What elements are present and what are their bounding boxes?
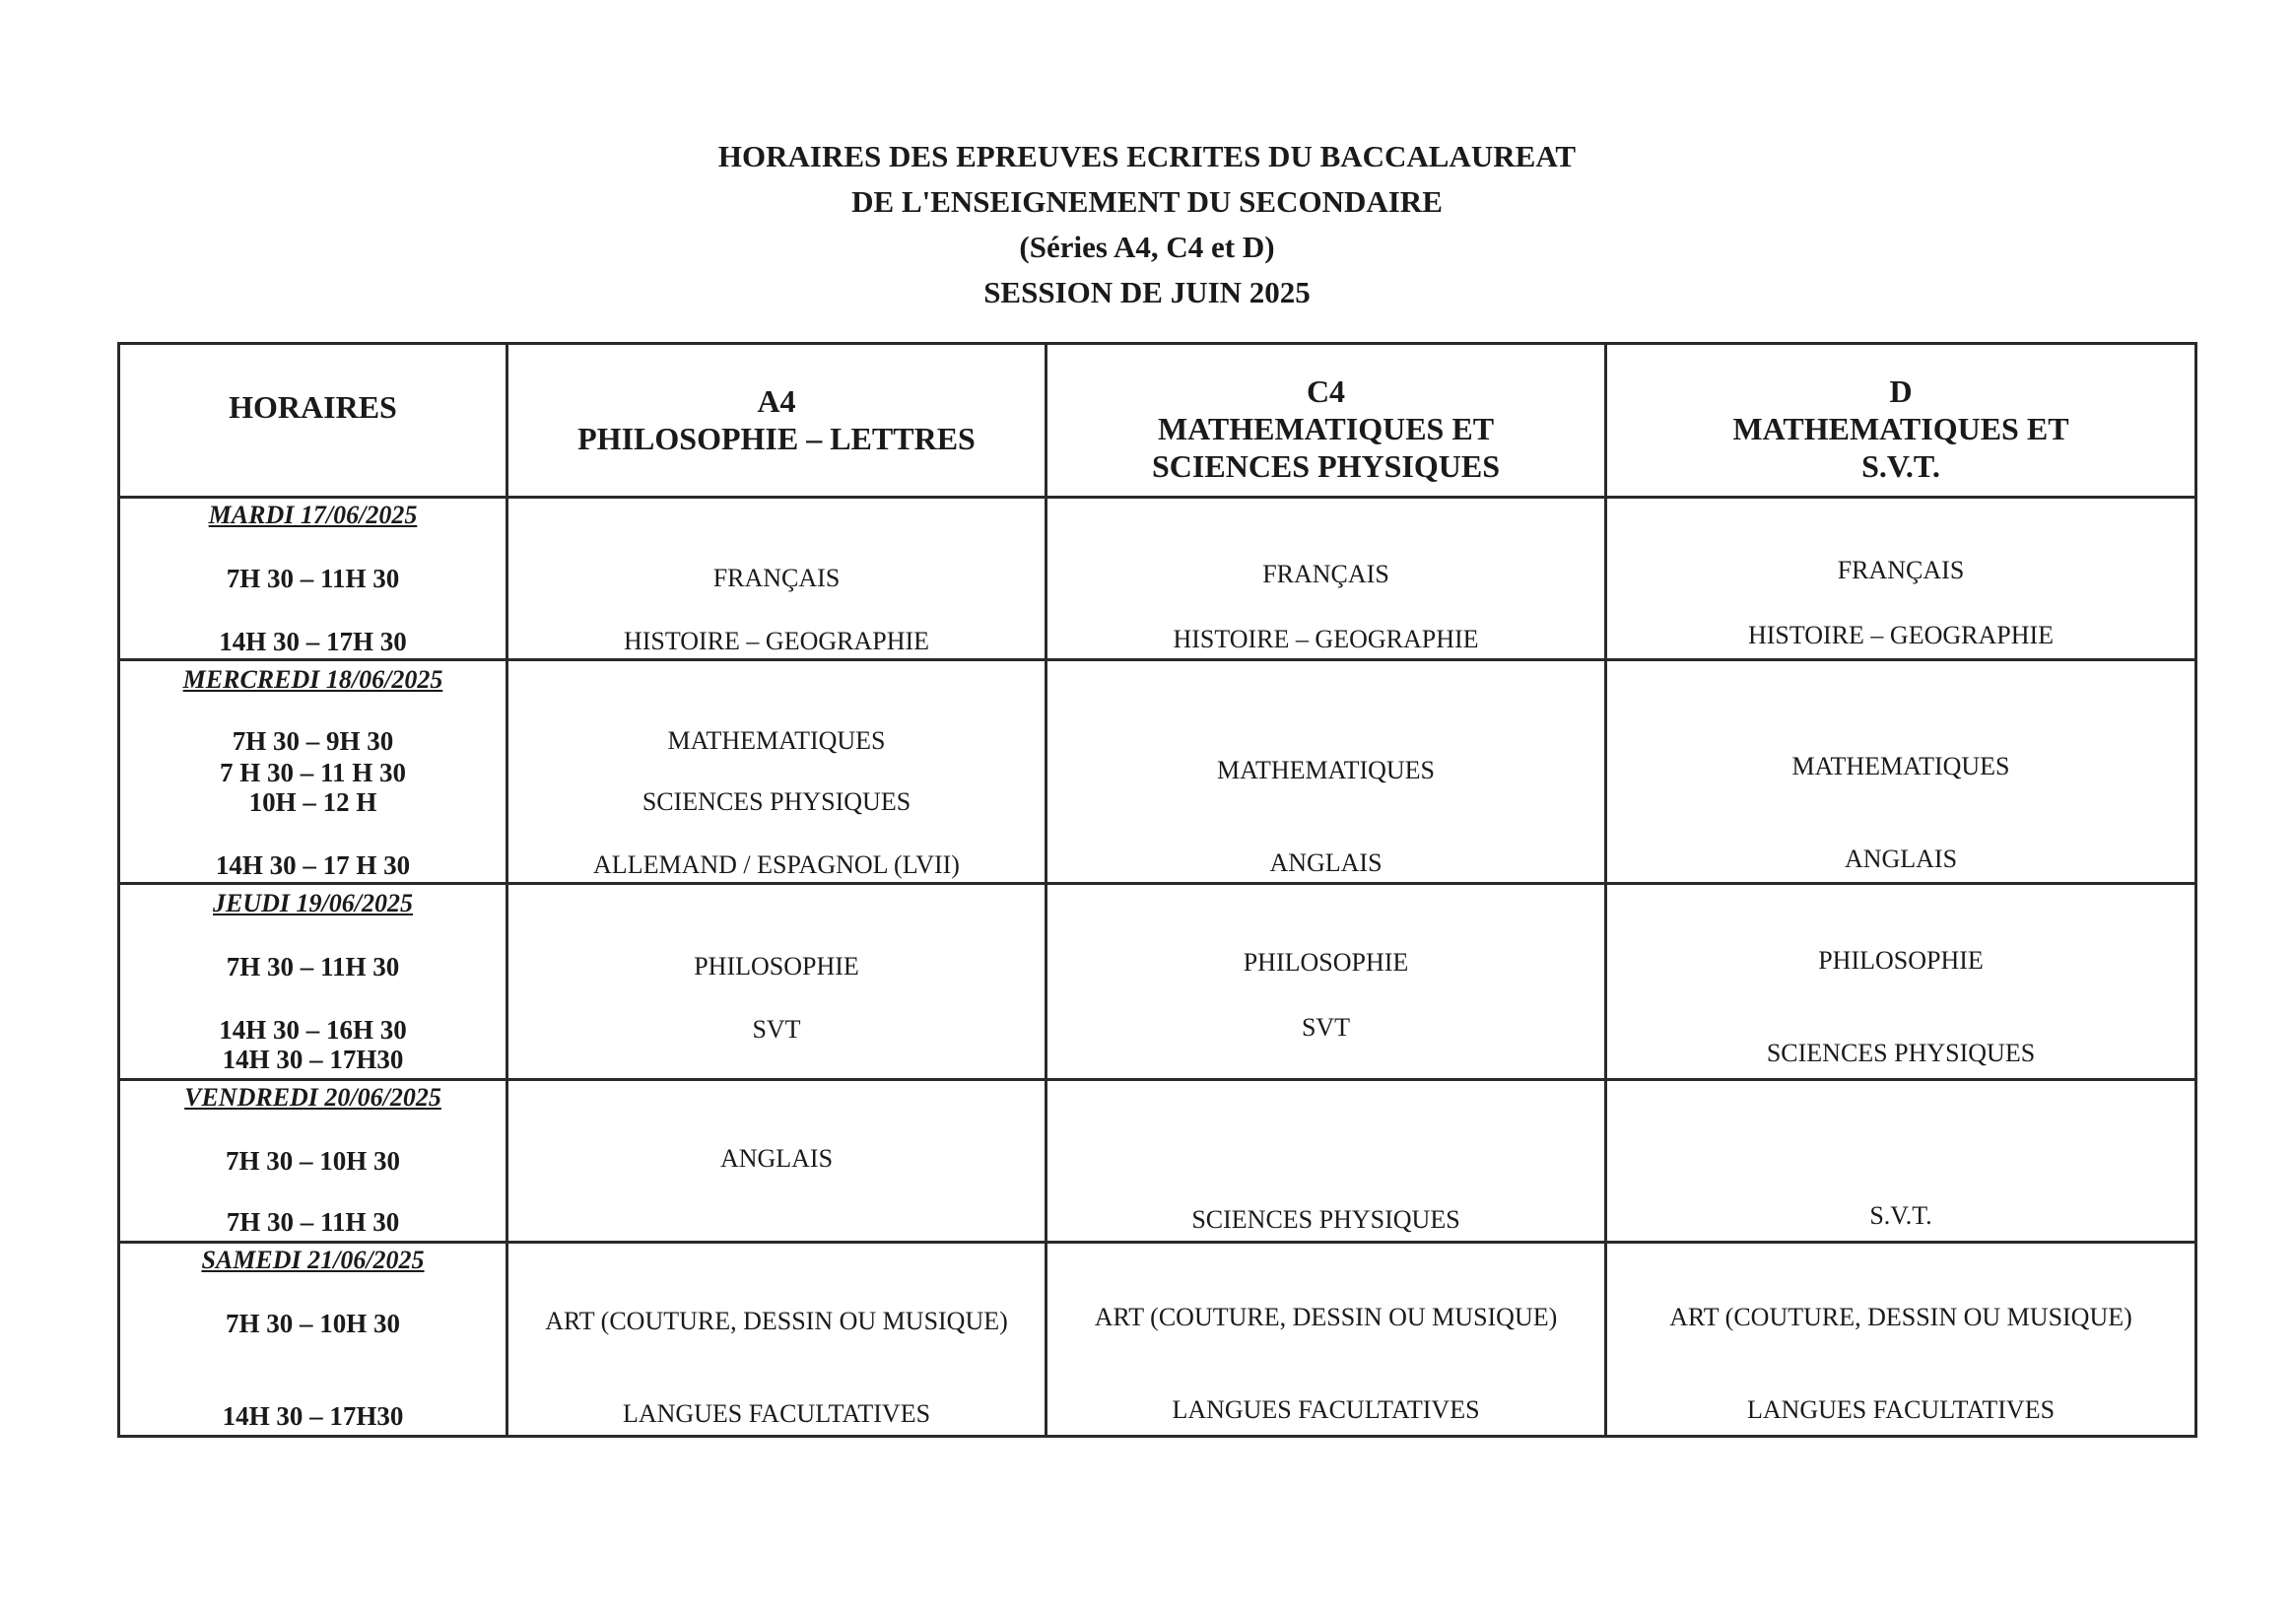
title-line-1: HORAIRES DES EPREUVES ECRITES DU BACCALAUREAT (717, 139, 1577, 173)
subject: SCIENCES PHYSIQUES (641, 787, 911, 816)
c4-cell (1046, 884, 1606, 1080)
d-code: D (1889, 373, 1913, 409)
subject: ALLEMAND / ESPAGNOL (LVII) (593, 850, 960, 879)
time-cell (119, 1243, 507, 1437)
c4-code: C4 (1306, 373, 1346, 409)
time-slot: 14H 30 – 17H30 (222, 1401, 404, 1431)
subject: PHILOSOPHIE (694, 952, 859, 981)
table-row (119, 1243, 2196, 1437)
c4-cell (1046, 660, 1606, 884)
header-a4 (507, 344, 1046, 498)
table-row (119, 884, 2196, 1080)
a4-cell (507, 884, 1046, 1080)
d-cell (1606, 884, 2196, 1080)
title-line-2: DE L'ENSEIGNEMENT DU SECONDAIRE (851, 184, 1443, 219)
a4-cell (507, 660, 1046, 884)
time-cell (119, 660, 507, 884)
time-cell (119, 884, 507, 1080)
c4-cell (1046, 1080, 1606, 1243)
day-label: MERCREDI 18/06/2025 (182, 665, 443, 694)
a4-name: PHILOSOPHIE – LETTRES (577, 421, 976, 456)
subject: HISTOIRE – GEOGRAPHIE (623, 627, 930, 655)
header-horaires: HORAIRES (119, 344, 507, 498)
subject: SVT (752, 1015, 801, 1044)
d-cell (1606, 498, 2196, 660)
d-name-line-1: MATHEMATIQUES ET (1732, 411, 2069, 446)
subject: ART (COUTURE, DESSIN OU MUSIQUE) (1669, 1303, 2132, 1331)
time-slot: 14H 30 – 17 H 30 (215, 850, 411, 880)
time-cell (119, 1080, 507, 1243)
subject: ART (COUTURE, DESSIN OU MUSIQUE) (545, 1307, 1008, 1335)
subject: SCIENCES PHYSIQUES (1191, 1205, 1460, 1234)
subject: HISTOIRE – GEOGRAPHIE (1747, 621, 2055, 649)
time-slot: 10H – 12 H (248, 787, 377, 817)
document-header (0, 134, 2294, 315)
day-label: VENDREDI 20/06/2025 (184, 1083, 441, 1112)
subject: PHILOSOPHIE (1243, 948, 1409, 977)
header-c4 (1046, 344, 1606, 498)
time-slot: 7H 30 – 11H 30 (226, 952, 400, 981)
subject: ANGLAIS (1844, 845, 1958, 873)
time-slot: 14H 30 – 17H30 (222, 1045, 404, 1074)
d-cell (1606, 1080, 2196, 1243)
day-label: JEUDI 19/06/2025 (213, 889, 413, 917)
subject: LANGUES FACULTATIVES (1172, 1395, 1480, 1424)
time-slot: 7H 30 – 11H 30 (226, 1207, 400, 1237)
table-header-row (119, 344, 2196, 498)
subject: HISTOIRE – GEOGRAPHIE (1173, 625, 1479, 653)
d-name-line-2: S.V.T. (1861, 448, 1940, 484)
c4-name-line-1: MATHEMATIQUES ET (1157, 411, 1495, 446)
table-row (119, 498, 2196, 660)
day-label: SAMEDI 21/06/2025 (201, 1246, 425, 1274)
time-slot: 7H 30 – 11H 30 (226, 564, 400, 593)
a4-code: A4 (757, 383, 796, 419)
time-slot: 7H 30 – 10H 30 (225, 1146, 400, 1176)
a4-cell (507, 498, 1046, 660)
time-slot: 7H 30 – 9H 30 (232, 726, 394, 756)
time-slot: 7H 30 – 10H 30 (225, 1309, 400, 1338)
day-label: MARDI 17/06/2025 (208, 501, 418, 529)
time-slot: 14H 30 – 17H 30 (219, 627, 407, 656)
time-slot: 14H 30 – 16H 30 (219, 1015, 407, 1045)
a4-cell (507, 1243, 1046, 1437)
c4-cell (1046, 498, 1606, 660)
subject: MATHEMATIQUES (1217, 756, 1435, 784)
subject: MATHEMATIQUES (667, 726, 886, 755)
header-d (1606, 344, 2196, 498)
title-line-3: (Séries A4, C4 et D) (1019, 230, 1275, 264)
subject: MATHEMATIQUES (1791, 752, 2010, 780)
title-line-4: SESSION DE JUIN 2025 (983, 275, 1311, 309)
subject: LANGUES FACULTATIVES (1746, 1395, 2056, 1424)
subject: ANGLAIS (719, 1144, 834, 1173)
subject: ANGLAIS (1269, 848, 1383, 877)
subject: SVT (1301, 1013, 1351, 1042)
subject: FRANÇAIS (1262, 560, 1389, 588)
table-row (119, 1080, 2196, 1243)
table-row (119, 660, 2196, 884)
subject: FRANÇAIS (1837, 556, 1965, 584)
subject: SCIENCES PHYSIQUES (1766, 1039, 2036, 1067)
d-cell (1606, 660, 2196, 884)
subject: S.V.T. (1869, 1201, 1932, 1230)
time-slot: 7 H 30 – 11 H 30 (219, 758, 406, 787)
subject: PHILOSOPHIE (1818, 946, 1984, 975)
c4-name-line-2: SCIENCES PHYSIQUES (1152, 448, 1500, 484)
c4-cell (1046, 1243, 1606, 1437)
d-cell (1606, 1243, 2196, 1437)
subject: ART (COUTURE, DESSIN OU MUSIQUE) (1094, 1303, 1558, 1331)
subject: FRANÇAIS (712, 564, 841, 592)
exam-schedule-table (117, 342, 2197, 1438)
time-cell (119, 498, 507, 660)
subject: LANGUES FACULTATIVES (622, 1399, 931, 1428)
a4-cell (507, 1080, 1046, 1243)
